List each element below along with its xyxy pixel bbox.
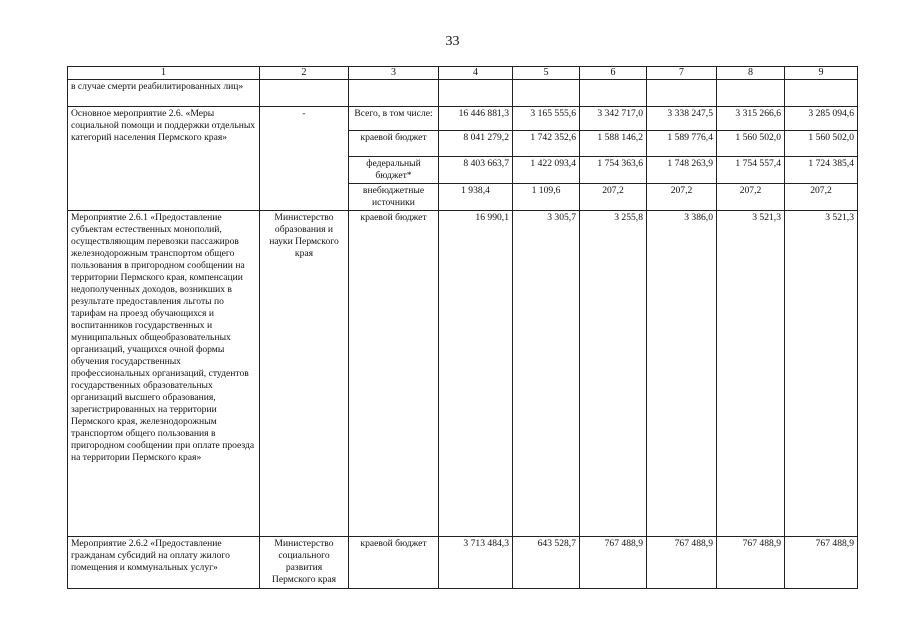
activity-name-cell: Основное мероприятие 2.6. «Меры социальной помощи и поддержки отдельных категорий населения Пермского края»: [68, 107, 260, 211]
empty-cell: [717, 80, 785, 107]
value-cell: 3 255,8: [580, 211, 647, 537]
value-cell: 3 285 094,6: [785, 107, 858, 131]
column-number: 8: [717, 67, 785, 80]
responsible-cell: Министерство образования и науки Пермского края: [260, 211, 349, 537]
value-cell: 1 748 263,9: [647, 157, 717, 184]
activity-name-cell: в случае смерти реабилитированных лиц»: [68, 80, 260, 107]
page-number: 33: [445, 34, 460, 49]
value-cell: 3 521,3: [785, 211, 858, 537]
value-cell: 8 403 663,7: [439, 157, 513, 184]
value-cell: 8 041 279,2: [439, 131, 513, 157]
value-cell: 207,2: [647, 184, 717, 211]
funding-source-cell: федеральный бюджет*: [349, 157, 439, 184]
column-number-row: [68, 67, 858, 80]
value-cell: 1 938,4: [439, 184, 513, 211]
column-number: 3: [349, 67, 439, 80]
funding-source-cell: краевой бюджет: [349, 537, 439, 589]
value-cell: 1 560 502,0: [717, 131, 785, 157]
responsible-cell: -: [260, 107, 349, 211]
value-cell: 16 990,1: [439, 211, 513, 537]
table-row: [68, 211, 858, 537]
empty-cell: [513, 80, 580, 107]
value-cell: 3 386,0: [647, 211, 717, 537]
value-cell: 1 754 363,6: [580, 157, 647, 184]
table-row: [68, 80, 858, 107]
value-cell: 767 488,9: [647, 537, 717, 589]
value-cell: 1 742 352,6: [513, 131, 580, 157]
value-cell: 1 422 093,4: [513, 157, 580, 184]
value-cell: 1 589 776,4: [647, 131, 717, 157]
funding-source-cell: краевой бюджет: [349, 131, 439, 157]
value-cell: 643 528,7: [513, 537, 580, 589]
value-cell: 3 305,7: [513, 211, 580, 537]
value-cell: 3 713 484,3: [439, 537, 513, 589]
value-cell: 1 754 557,4: [717, 157, 785, 184]
value-cell: 1 109,6: [513, 184, 580, 211]
column-number: 7: [647, 67, 717, 80]
value-cell: 16 446 881,3: [439, 107, 513, 131]
responsible-cell: Министерство социального развития Пермского края: [260, 537, 349, 589]
activity-name-cell: Мероприятие 2.6.1 «Предоставление субъектам естественных монополий, осуществляющим перевозки пассажиров железнодорожным транспортом общего пользования в пригородном сообщении на территории Пермского края, компенсации недополученных доходов, возникших в результате предоставления льготы по тарифам на проезд обучающихся и воспитанников государственных и муниципальных общеобразовательных организаций, учащихся очной формы обучения государственных профессиональных организаций, студентов государственных образовательных организаций высшего образования, зарегистрированных на территории Пермского края, железнодорожным транспортом общего пользования в пригородном сообщении при оплате проезда на территории Пермского края»: [68, 211, 260, 537]
column-number: 4: [439, 67, 513, 80]
value-cell: 3 342 717,0: [580, 107, 647, 131]
value-cell: 3 521,3: [717, 211, 785, 537]
column-number: 2: [260, 67, 349, 80]
empty-cell: [647, 80, 717, 107]
empty-cell: [439, 80, 513, 107]
column-number: 1: [68, 67, 260, 80]
column-number: 9: [785, 67, 858, 80]
table-row: [68, 107, 858, 131]
column-number: 6: [580, 67, 647, 80]
value-cell: 1 724 385,4: [785, 157, 858, 184]
value-cell: 767 488,9: [785, 537, 858, 589]
value-cell: 207,2: [717, 184, 785, 211]
value-cell: 3 338 247,5: [647, 107, 717, 131]
funding-source-cell: краевой бюджет: [349, 211, 439, 537]
value-cell: 1 588 146,2: [580, 131, 647, 157]
budget-table: [67, 66, 858, 589]
value-cell: 207,2: [785, 184, 858, 211]
value-cell: 3 315 266,6: [717, 107, 785, 131]
value-cell: 767 488,9: [717, 537, 785, 589]
funding-source-cell: внебюджетные источники: [349, 184, 439, 211]
column-number: 5: [513, 67, 580, 80]
empty-cell: [260, 80, 349, 107]
funding-source-cell: Всего, в том числе:: [349, 107, 439, 131]
empty-cell: [349, 80, 439, 107]
value-cell: 1 560 502,0: [785, 131, 858, 157]
value-cell: 3 165 555,6: [513, 107, 580, 131]
activity-name-cell: Мероприятие 2.6.2 «Предоставление гражданам субсидий на оплату жилого помещения и коммунальных услуг»: [68, 537, 260, 589]
value-cell: 767 488,9: [580, 537, 647, 589]
value-cell: 207,2: [580, 184, 647, 211]
empty-cell: [580, 80, 647, 107]
table-row: [68, 537, 858, 589]
empty-cell: [785, 80, 858, 107]
